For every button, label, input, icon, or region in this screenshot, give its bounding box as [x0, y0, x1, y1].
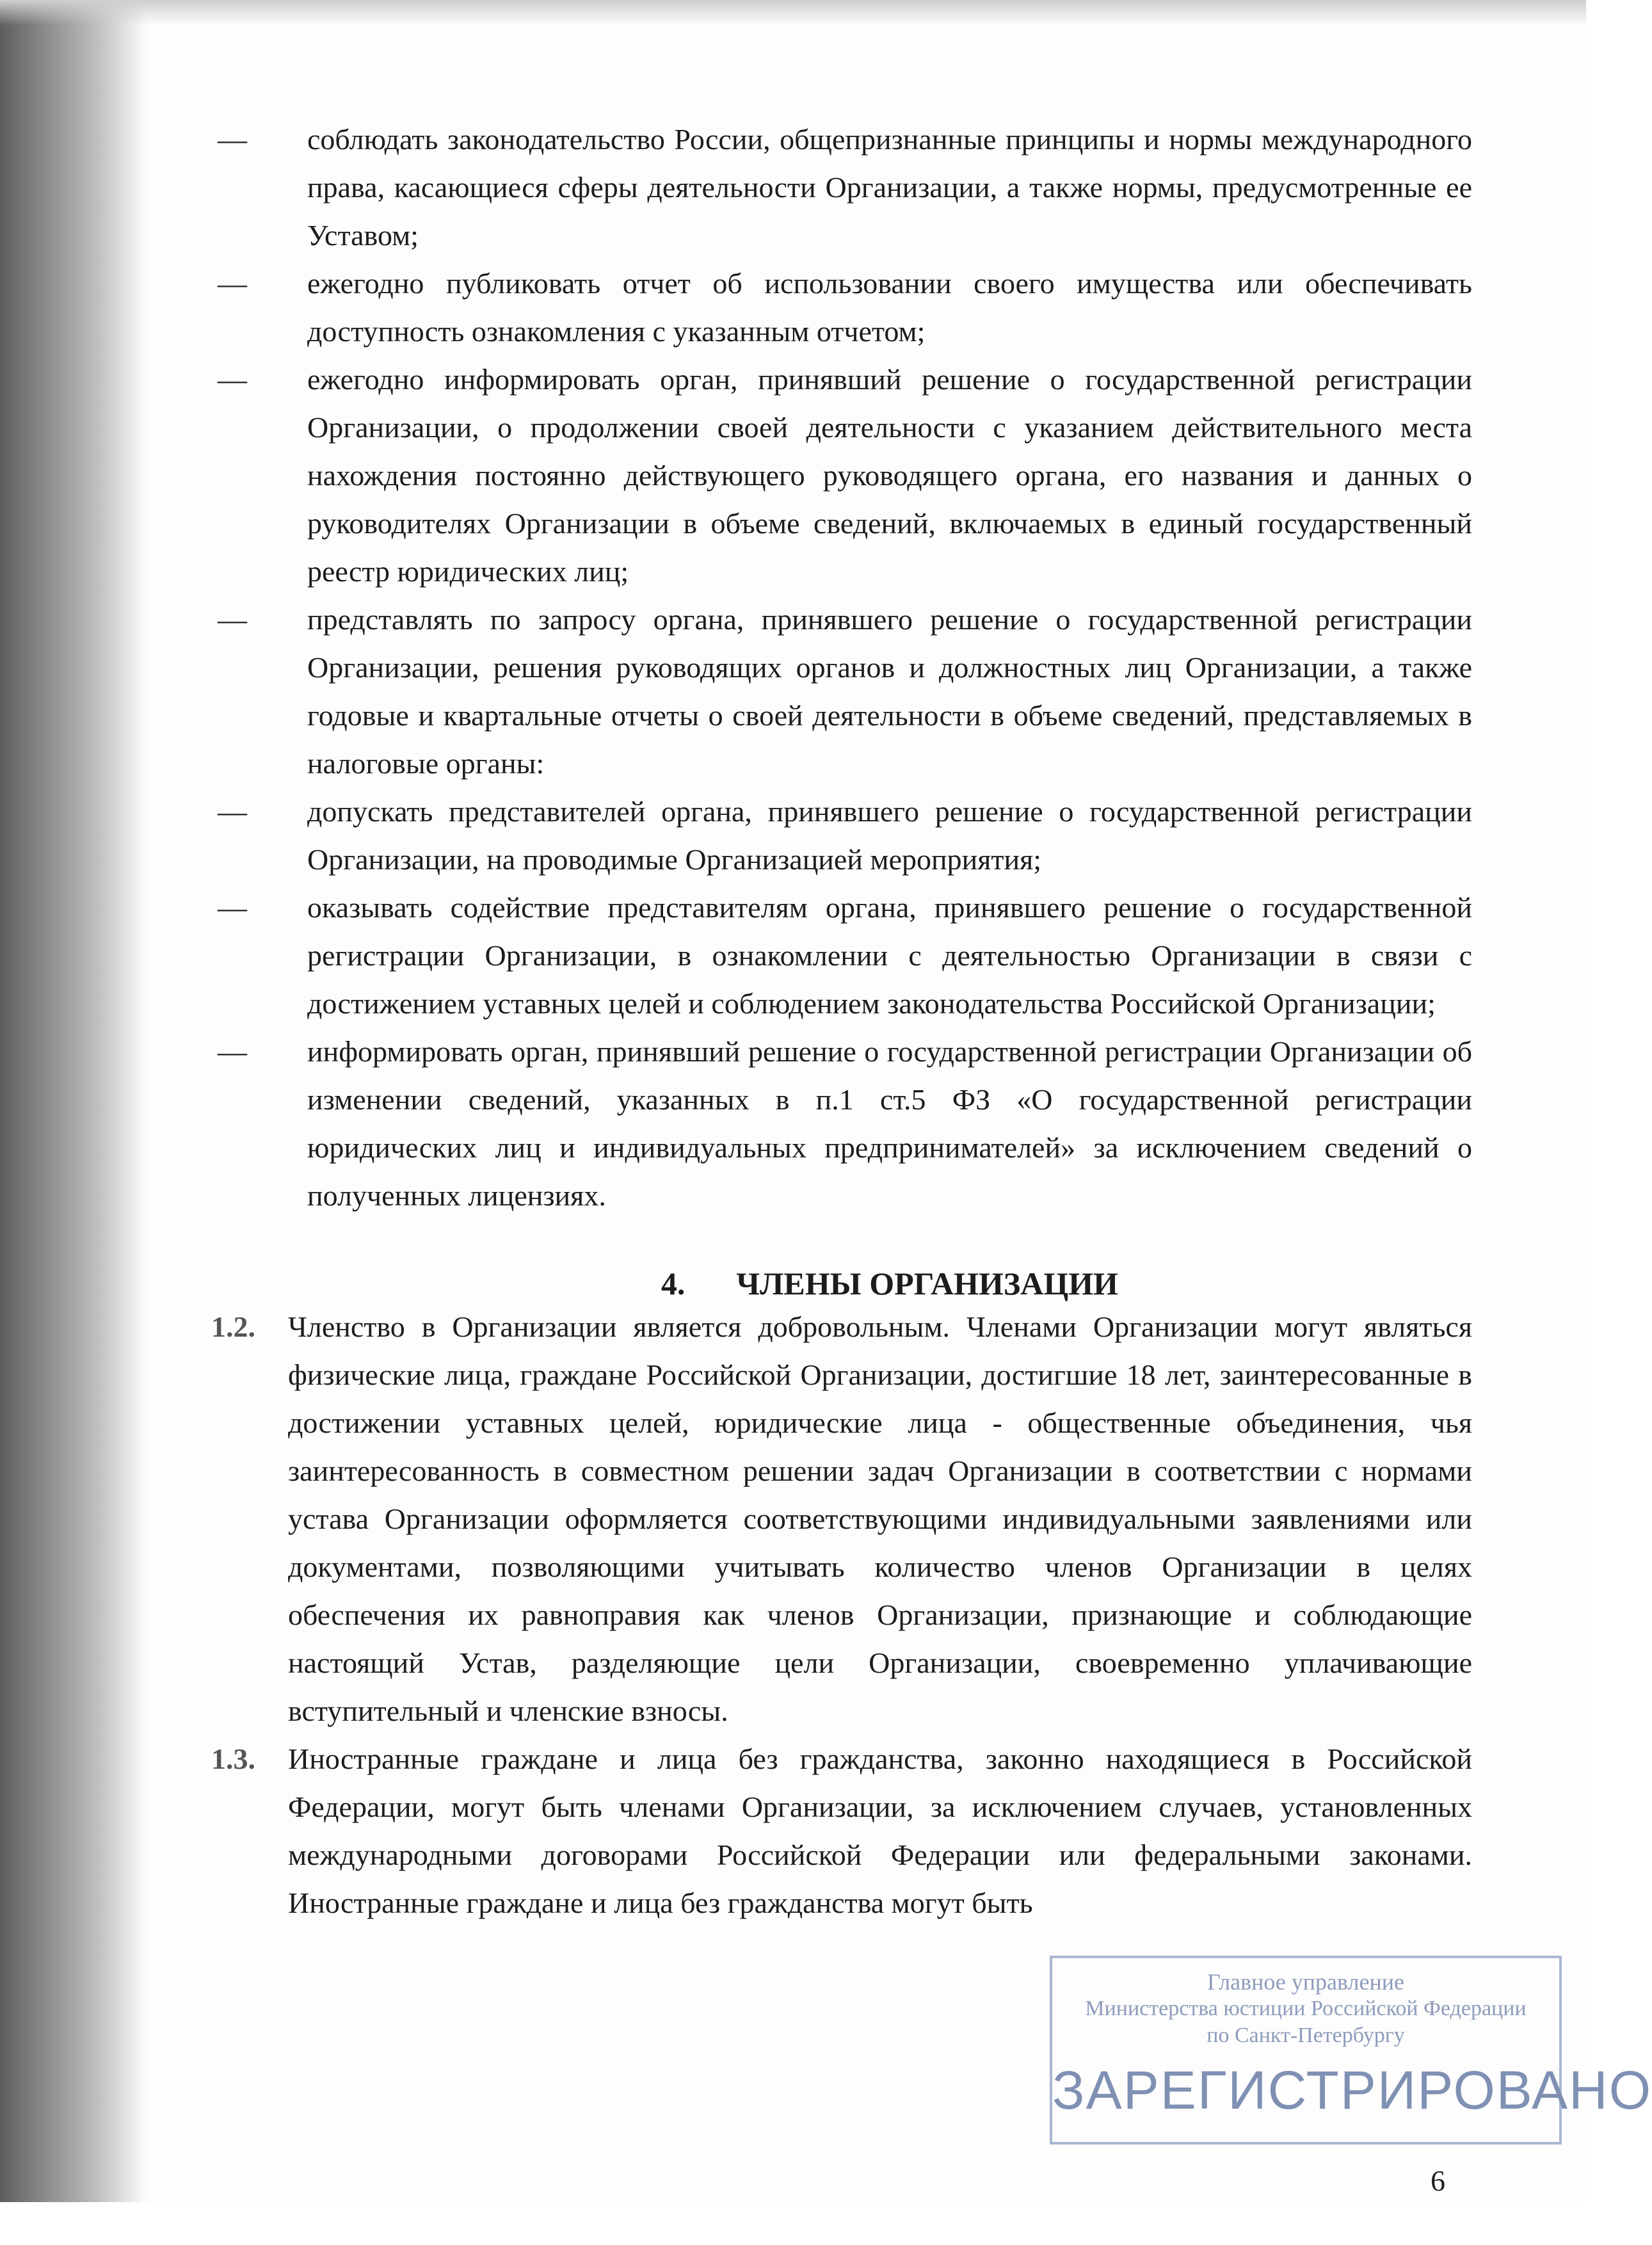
clause-text: Иностранные граждане и лица без гражданства, законно находящиеся в Российской Федерации, могут быть членами Организации, за исключением случаев, установленных международными договорами Российской Федерации или федеральными законами. Иностранные граждане и лица без гражданства могут быть — [288, 1742, 1472, 1919]
obligation-text: ежегодно публиковать отчет об использовании своего имущества или обеспечивать доступность ознакомления с указанным отчетом; — [307, 267, 1472, 348]
obligation-text: оказывать содействие представителям органа, принявшего решение о государственной регистрации Организации, в ознакомлении с деятельностью Организации в связи с достижением уставных целей и соблюдением законодательства Российской Организации; — [307, 891, 1472, 1020]
section-heading — [218, 1264, 1472, 1303]
page-number: 6 — [1431, 2164, 1445, 2197]
obligation-item — [218, 787, 1472, 883]
clause-text: Членство в Организации является добровольным. Членами Организации могут являться физические лица, граждане Российской Организации, достигшие 18 лет, заинтересованные в достижении уставных целей, юридические лица - общественные объединения, чья заинтересованность в совместном решении задач Организации в соответствии с нормами устава Организации оформляется соответствующими индивидуальными заявлениями или документами, позволяющими учитывать количество членов Организации в целях обеспечения их равноправия как членов Организации, признающие и соблюдающие настоящий Устав, разделяющие цели Организации, своевременно уплачивающие вступительный и членские взносы. — [288, 1310, 1472, 1727]
stamp-line-3: по Санкт-Петербургу — [1207, 2024, 1405, 2047]
clause — [211, 1303, 1472, 1735]
document-body — [211, 115, 1472, 1927]
scan-shadow-left — [0, 0, 147, 2202]
obligation-text: информировать орган, принявший решение о государственной регистрации Организации об изменении сведений, указанных в п.1 ст.5 ФЗ «О государственной регистрации юридических лиц и индивидуальных предпринимателей» за исключением сведений о полученных лицензиях. — [307, 1035, 1472, 1212]
obligation-item — [218, 595, 1472, 787]
obligation-item — [218, 115, 1472, 259]
obligation-item — [218, 1027, 1472, 1219]
registration-stamp — [1050, 1956, 1652, 2144]
clause-number: 1.3. — [211, 1742, 255, 1775]
section-title: ЧЛЕНЫ ОРГАНИЗАЦИИ — [736, 1266, 1119, 1301]
dash-bullet: — — [218, 363, 247, 396]
obligation-text: ежегодно информировать орган, принявший решение о государственной регистрации Организации, о продолжении своей деятельности с указанием действительного места нахождения постоянно действующего руководящего органа, его названия и данных о руководителях Организации в объеме сведений, включаемых в единый государственный реестр юридических лиц; — [307, 363, 1472, 588]
dash-bullet: — — [218, 1035, 247, 1068]
section-number: 4. — [661, 1266, 686, 1301]
stamp-line-1: Главное управление — [1207, 1969, 1404, 1995]
clause-number: 1.2. — [211, 1310, 255, 1343]
dash-bullet: — — [218, 123, 247, 156]
clause — [211, 1735, 1472, 1927]
scan-shadow-top — [0, 0, 1586, 26]
dash-bullet: — — [218, 267, 247, 300]
obligation-text: соблюдать законодательство России, общепризнанные принципы и нормы международного права, касающиеся сферы деятельности Организации, а также нормы, предусмотренные ее Уставом; — [307, 123, 1472, 252]
dash-bullet: — — [218, 891, 247, 924]
obligation-item — [218, 883, 1472, 1027]
dash-bullet: — — [218, 795, 247, 828]
dash-bullet: — — [218, 603, 247, 636]
scan-bottom-edge — [0, 2202, 1586, 2245]
obligation-text: допускать представителей органа, принявшего решение о государственной регистрации Организации, на проводимые Организацией мероприятия; — [307, 795, 1472, 876]
stamp-registered-text: ЗАРЕГИСТРИРОВАНО — [1052, 2060, 1652, 2120]
obligation-text: представлять по запросу органа, принявшего решение о государственной регистрации Организации, решения руководящих органов и должностных лиц Организации, а также годовые и квартальные отчеты о своей деятельности в объеме сведений, представляемых в налоговые органы: — [307, 603, 1472, 780]
obligation-item — [218, 259, 1472, 355]
obligation-item — [218, 355, 1472, 595]
stamp-line-2: Министерства юстиции Российской Федерации — [1085, 1997, 1527, 2020]
